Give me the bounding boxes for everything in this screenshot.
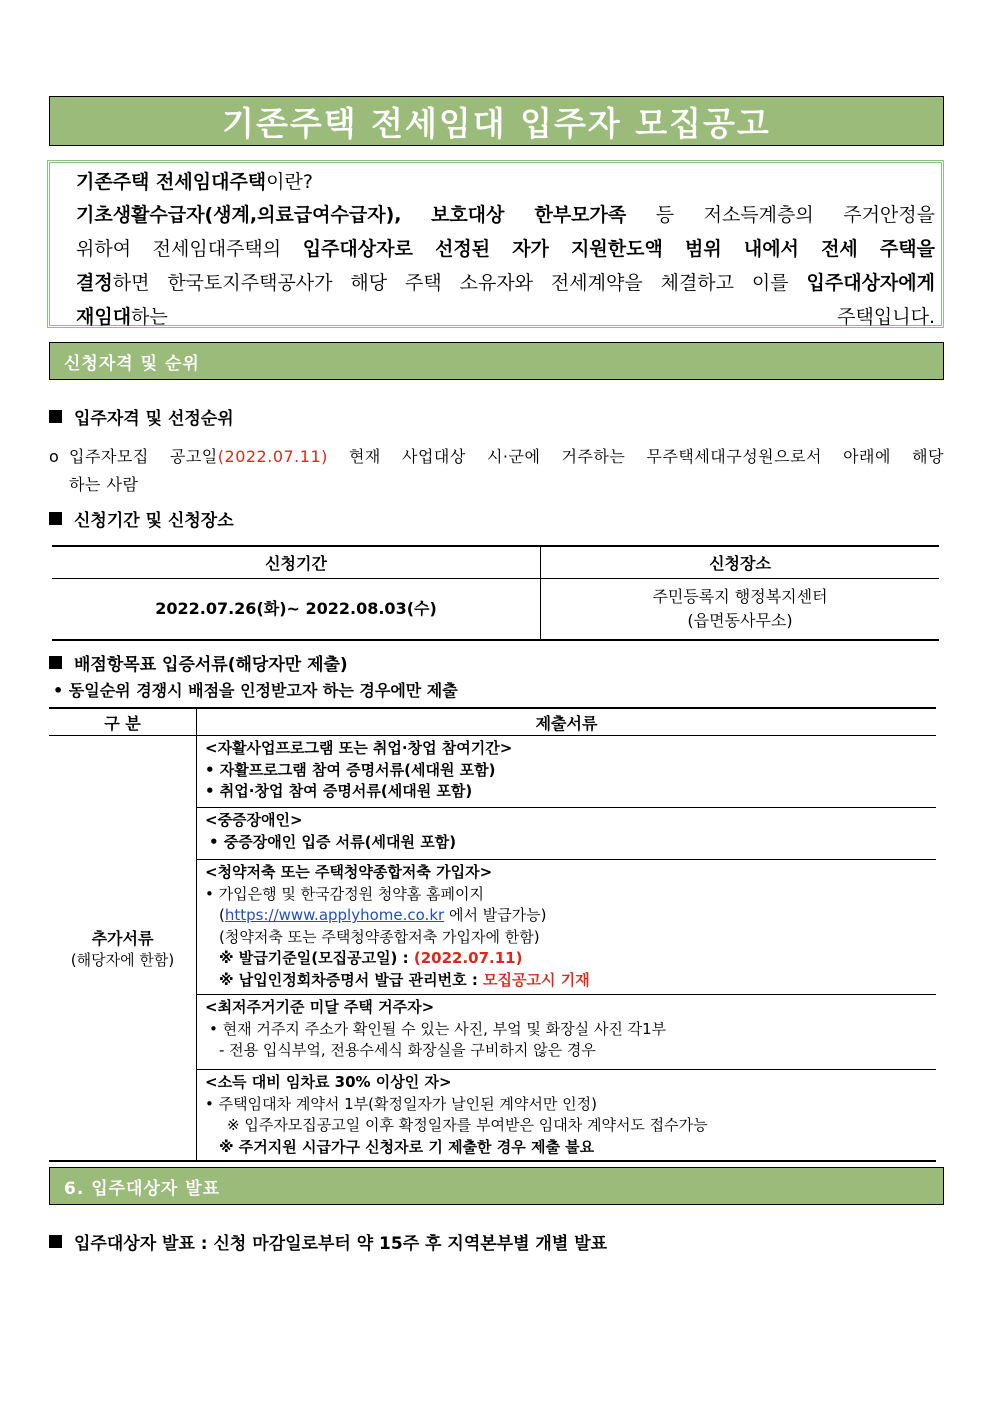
doc-group-self-support: <자활사업프로그램 또는 취업·창업 참여기간> • 자활프로그램 참여 증명서류(세대원 포함) • 취업·창업 참여 증명서류(세대원 포함) <box>197 736 937 808</box>
doc-group-disabled: <중증장애인> • 중증장애인 입증 서류(세대원 포함) <box>197 808 937 860</box>
intro-question: 기존주택 전세임대주택이란? <box>76 171 313 193</box>
documents-header: 제출서류 <box>197 708 937 736</box>
place-header: 신청장소 <box>541 546 940 579</box>
circle-bullet-icon: o <box>49 447 59 466</box>
section-announcement-bar: 6. 입주대상자 발표 <box>49 1167 944 1205</box>
period-header: 신청기간 <box>52 546 541 579</box>
docs-note: • 동일순위 경쟁시 배점을 인정받고자 하는 경우에만 제출 <box>53 681 458 700</box>
intro-line-4: 재임대하는 주택입니다. <box>76 306 935 328</box>
section-qualification-bar: 신청자격 및 순위 <box>49 342 944 380</box>
category-cell: 추가서류 (해당자에 한함) <box>49 736 197 1162</box>
period-value: 2022.07.26(화)~ 2022.08.03(수) <box>52 579 541 641</box>
doc-group-rent-burden: <소득 대비 임차료 30% 이상인 자> • 주택임대차 계약서 1부(확정일자가 날인된 계약서만 인정) ※ 입주자모집공고일 이후 확정일자를 부여받은 임대차 계약서도 접수가능 ※ 주거지원 시급가구 신청자로 기 제출한 경우 제출 불요 <box>197 1070 937 1162</box>
qualification-paragraph: o 입주자모집 공고일(2022.07.11) 현재 사업대상 시·군에 거주하는 무주택세대구성원으로서 아래에 해당 하는 사람 <box>49 443 944 499</box>
intro-box <box>47 160 944 328</box>
docs-table <box>49 707 936 1162</box>
heading-docs: 배점항목표 입증서류(해당자만 제출) <box>49 650 348 675</box>
intro-line-2: 위하여 전세임대주택의 입주대상자로 선정된 자가 지원한도액 범위 내에서 전세 주택을 <box>76 238 935 260</box>
intro-line-3: 결정하면 한국토지주택공사가 해당 주택 소유자와 전세계약을 체결하고 이를 입주대상자에게 <box>76 272 935 294</box>
doc-group-subscription: <청약저축 또는 주택청약종합저축 가입자> • 가입은행 및 한국감정원 청약홈 홈페이지 (https://www.applyhome.co.kr 에서 발급가능) (청약저축 또는 주택청약종합저축 가입자에 한함) ※ 발급기준일(모집공고일) : (2022.07.11) ※ 납입인정회차증명서 발급 관리번호 : 모집공고시 기재 <box>197 860 937 995</box>
square-bullet-icon <box>49 656 62 669</box>
place-value: 주민등록지 행정복지센터 (읍면동사무소) <box>541 579 940 641</box>
square-bullet-icon <box>49 512 62 525</box>
heading-qualification: 입주자격 및 선정순위 <box>49 404 234 429</box>
period-table <box>52 545 939 641</box>
heading-period: 신청기간 및 신청장소 <box>49 506 234 531</box>
doc-group-substandard-housing: <최저주거기준 미달 주택 거주자> • 현재 거주지 주소가 확인될 수 있는 사진, 부엌 및 화장실 사진 각1부 - 전용 입식부엌, 전용수세식 화장실을 구비하지 않은 경우 <box>197 995 937 1070</box>
square-bullet-icon <box>49 410 62 423</box>
heading-announcement: 입주대상자 발표 : 신청 마감일로부터 약 15주 후 지역본부별 개별 발표 <box>49 1229 607 1254</box>
square-bullet-icon <box>49 1235 62 1248</box>
category-header: 구 분 <box>49 708 197 736</box>
intro-line-1: 기초생활수급자(생계,의료급여수급자), 보호대상 한부모가족 등 저소득계층의 주거안정을 <box>76 204 935 226</box>
page-title: 기존주택 전세임대 입주자 모집공고 <box>49 96 944 146</box>
applyhome-link[interactable]: https://www.applyhome.co.kr <box>224 906 445 924</box>
